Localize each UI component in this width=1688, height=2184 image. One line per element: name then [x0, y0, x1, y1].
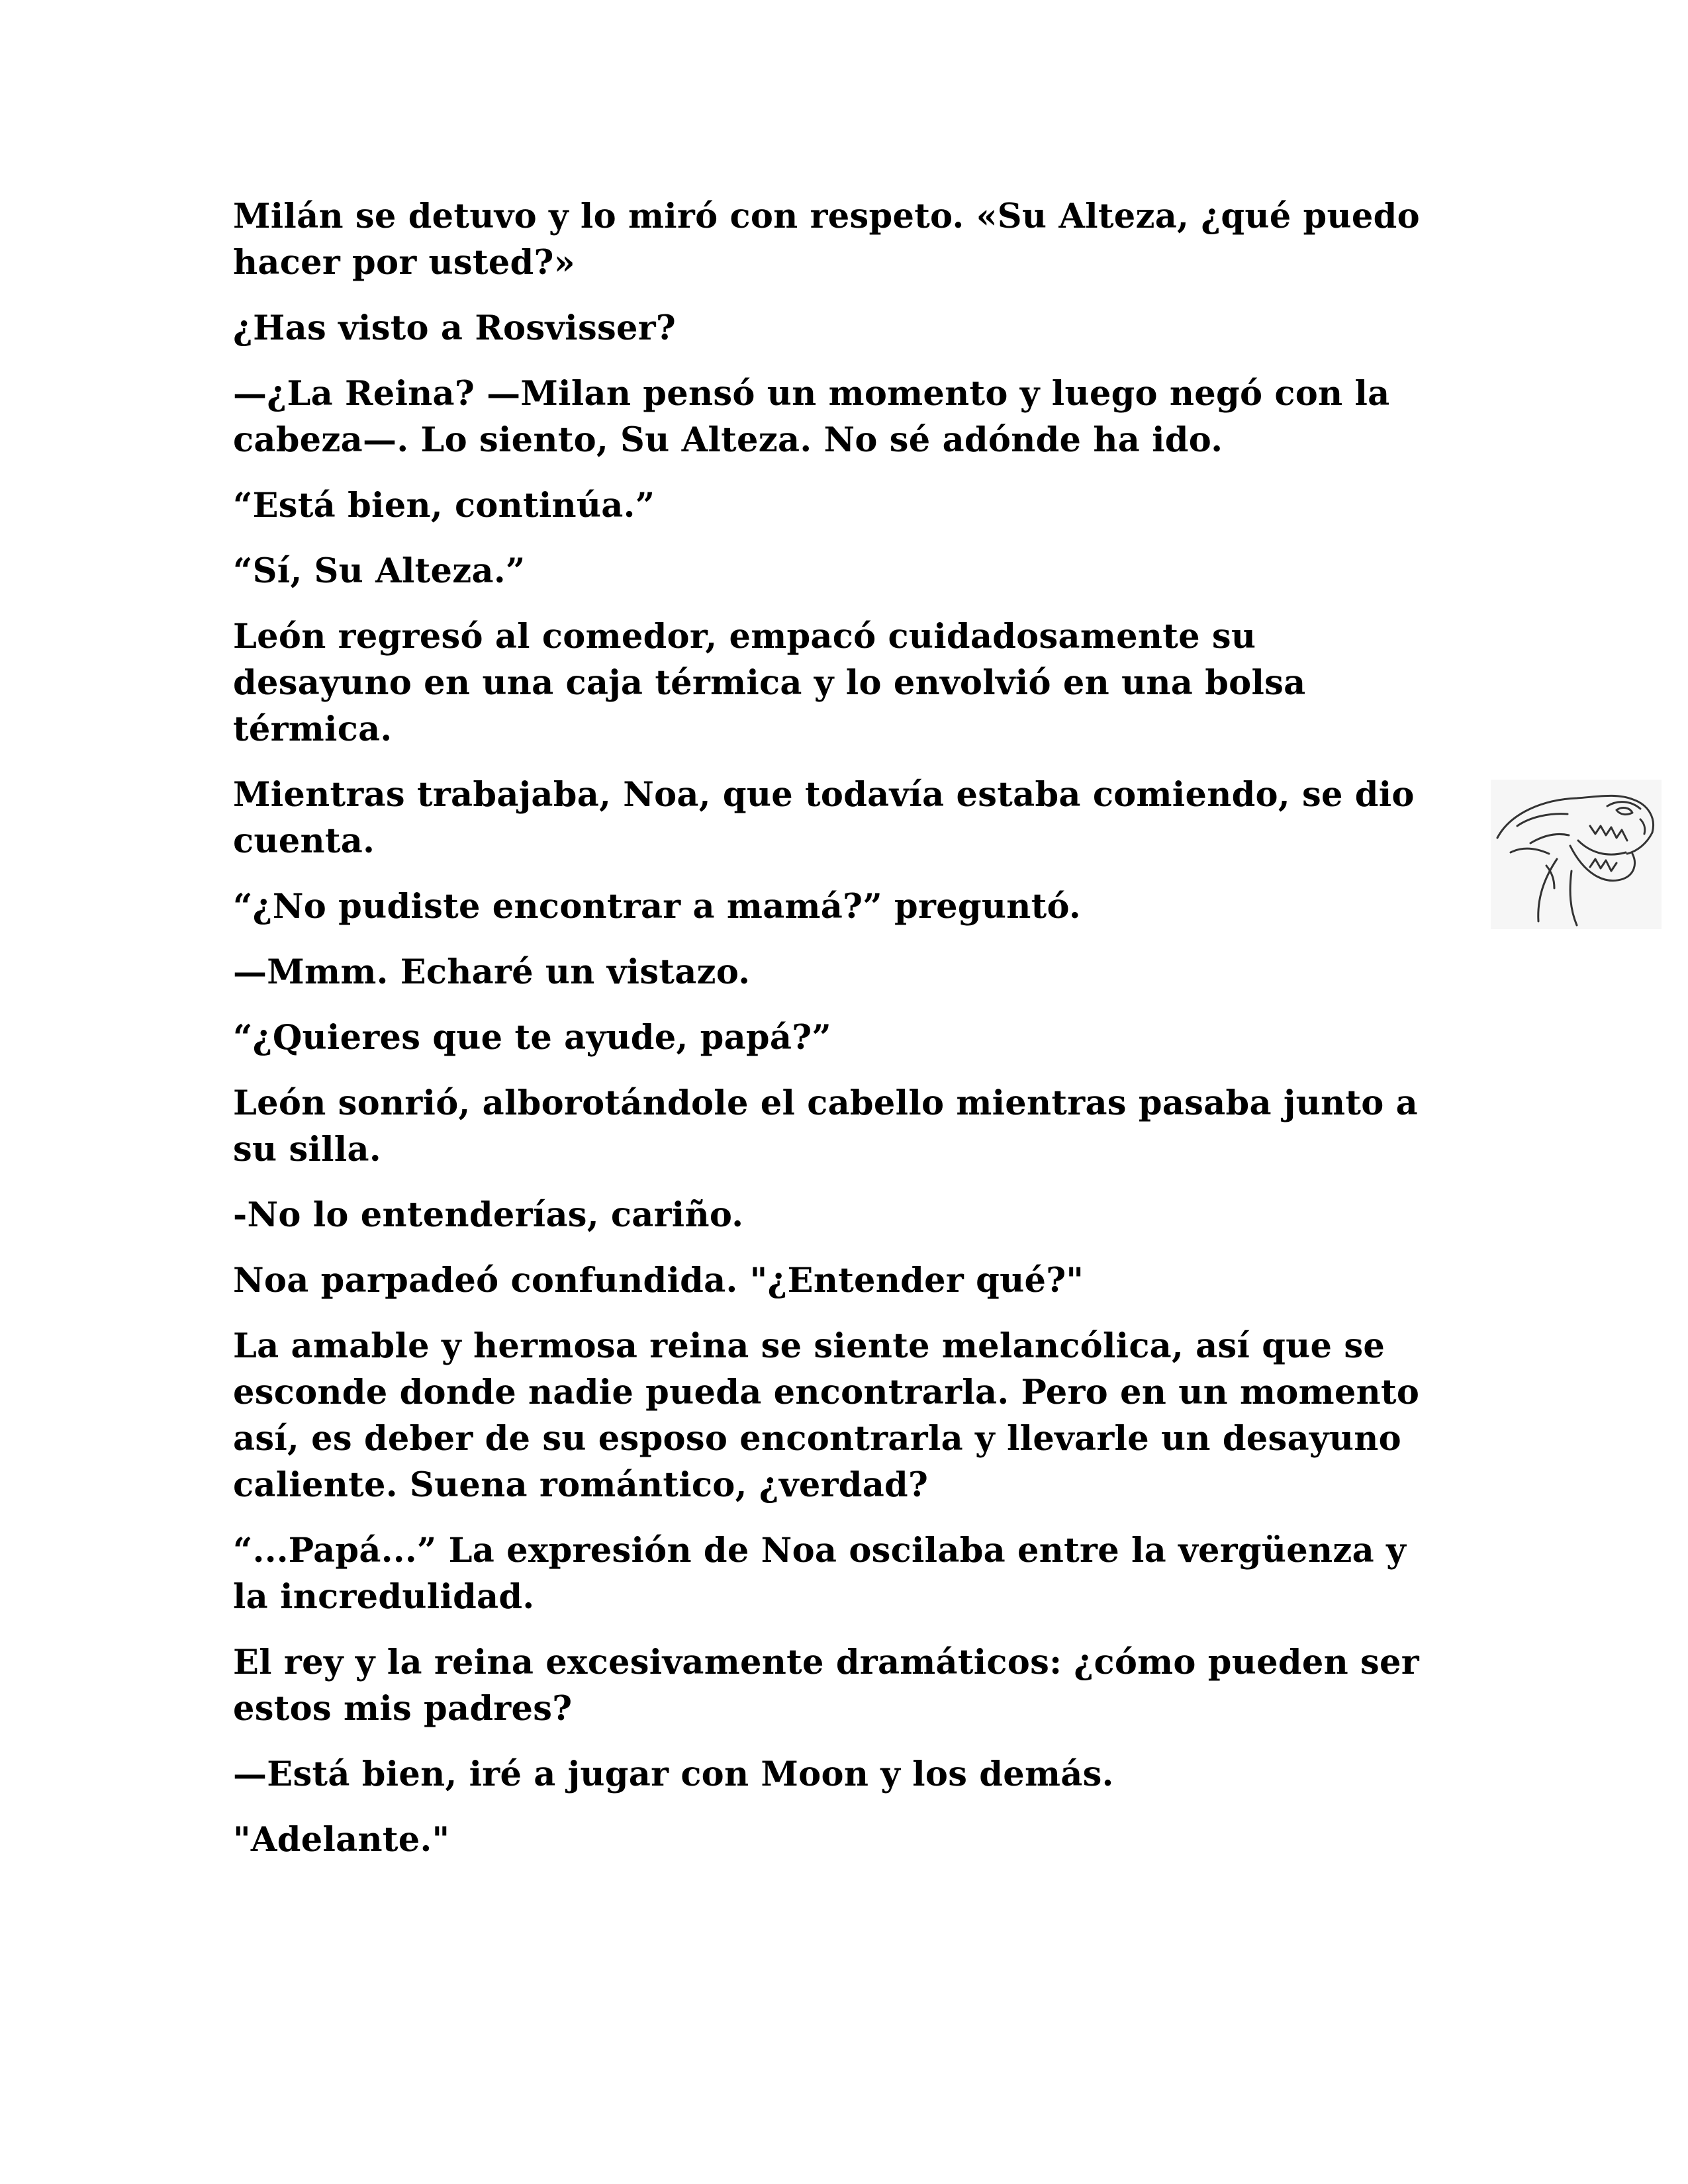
paragraph-7: [233, 772, 1464, 864]
paragraph-line: -No lo entenderías, cariño.: [233, 1195, 744, 1235]
paragraph-line: "Adelante.": [233, 1820, 450, 1860]
paragraph-12: [233, 1192, 1464, 1238]
paragraph-line: hacer por usted?»: [233, 243, 575, 283]
dinosaur-sketch: [1491, 780, 1662, 929]
paragraph-line: —Mmm. Echaré un vistazo.: [233, 952, 751, 992]
paragraph-line: desayuno en una caja térmica y lo envolvió en una bolsa: [233, 663, 1306, 703]
paragraph-3: [233, 371, 1464, 463]
paragraph-11: [233, 1080, 1464, 1173]
paragraph-9: [233, 949, 1464, 995]
paragraph-17: [233, 1751, 1464, 1797]
paragraph-2: [233, 305, 1464, 351]
paragraph-14: [233, 1323, 1464, 1508]
paragraph-line: ¿Has visto a Rosvisser?: [233, 308, 677, 348]
paragraph-line: así, es deber de su esposo encontrarla y llevarle un desayuno: [233, 1419, 1401, 1459]
paragraph-line: Milán se detuvo y lo miró con respeto. «Su Alteza, ¿qué puedo: [233, 197, 1420, 236]
paragraph-line: térmica.: [233, 709, 393, 749]
paragraph-line: cabeza—. Lo siento, Su Alteza. No sé adónde ha ido.: [233, 420, 1223, 460]
paragraph-line: “...Papá...” La expresión de Noa oscilaba entre la vergüenza y: [233, 1531, 1406, 1570]
paragraph-line: Noa parpadeó confundida. "¿Entender qué?": [233, 1261, 1084, 1300]
paragraph-line: cuenta.: [233, 821, 375, 861]
paragraph-line: “¿Quieres que te ayude, papá?”: [233, 1018, 832, 1058]
paragraph-line: “¿No pudiste encontrar a mamá?” preguntó.: [233, 887, 1081, 927]
paragraph-line: esconde donde nadie pueda encontrarla. Pero en un momento: [233, 1373, 1420, 1412]
story-text: [233, 193, 1464, 1882]
paragraph-18: [233, 1817, 1464, 1863]
paragraph-line: León regresó al comedor, empacó cuidadosamente su: [233, 617, 1256, 657]
paragraph-16: [233, 1639, 1464, 1732]
paragraph-line: León sonrió, alborotándole el cabello mientras pasaba junto a: [233, 1083, 1418, 1123]
paragraph-10: [233, 1015, 1464, 1061]
paragraph-line: —Está bien, iré a jugar con Moon y los demás.: [233, 1754, 1114, 1794]
paragraph-13: [233, 1257, 1464, 1304]
paragraph-line: El rey y la reina excesivamente dramáticos: ¿cómo pueden ser: [233, 1643, 1419, 1682]
paragraph-6: [233, 614, 1464, 752]
dinosaur-head-icon: [1491, 780, 1662, 929]
paragraph-line: caliente. Suena romántico, ¿verdad?: [233, 1465, 929, 1505]
paragraph-line: la incredulidad.: [233, 1577, 535, 1617]
paragraph-line: La amable y hermosa reina se siente melancólica, así que se: [233, 1326, 1385, 1366]
paragraph-5: [233, 548, 1464, 594]
paragraph-line: —¿La Reina? —Milan pensó un momento y luego negó con la: [233, 374, 1390, 414]
paragraph-line: estos mis padres?: [233, 1689, 573, 1729]
paragraph-line: Mientras trabajaba, Noa, que todavía estaba comiendo, se dio: [233, 775, 1415, 815]
paragraph-line: “Está bien, continúa.”: [233, 486, 655, 525]
paragraph-8: [233, 884, 1464, 930]
paragraph-15: [233, 1527, 1464, 1620]
paragraph-line: su silla.: [233, 1130, 381, 1169]
paragraph-4: [233, 482, 1464, 529]
paragraph-1: [233, 193, 1464, 286]
paragraph-line: “Sí, Su Alteza.”: [233, 551, 526, 591]
